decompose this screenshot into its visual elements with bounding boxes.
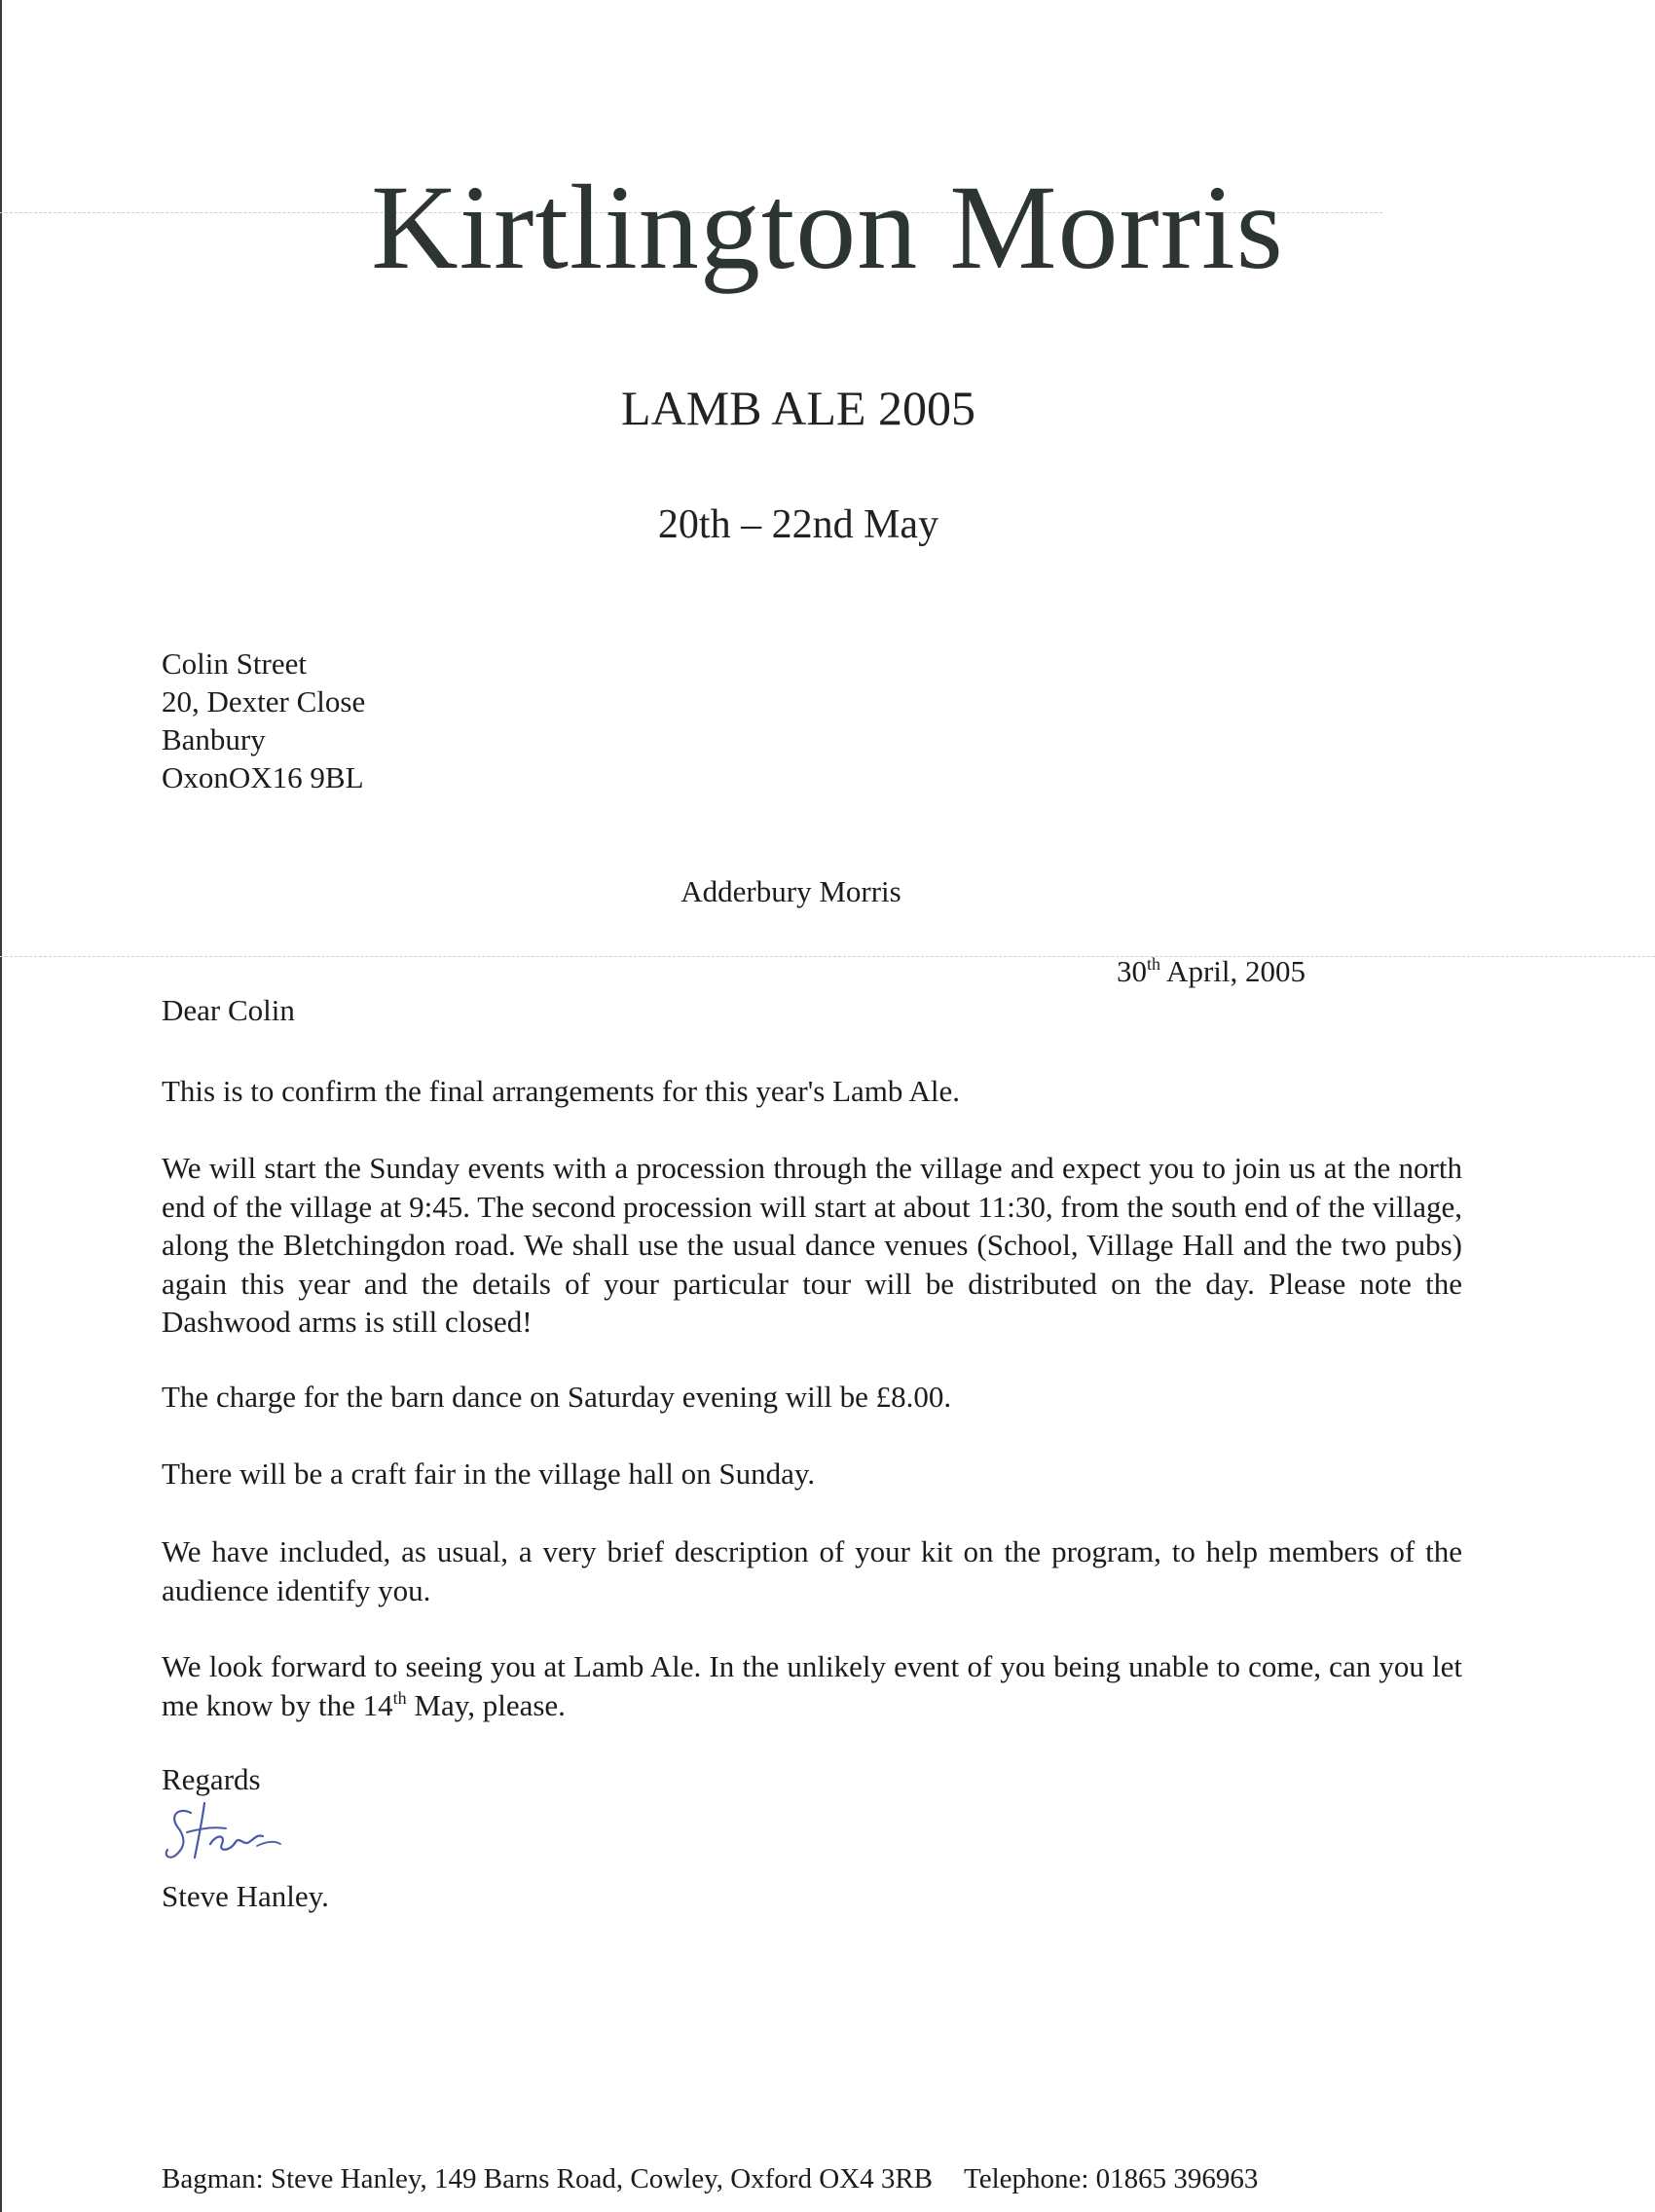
footer-telephone: Telephone: 01865 396963 bbox=[964, 2163, 1259, 2194]
page-edge bbox=[0, 0, 2, 2212]
p6-text-end: May, please. bbox=[406, 1687, 566, 1722]
closing-regards: Regards bbox=[162, 1762, 261, 1796]
recipient-address bbox=[162, 645, 365, 796]
salutation: Dear Colin bbox=[162, 993, 295, 1027]
p6-text: We look forward to seeing you at Lamb Ale. In the unlikely event of you being unable to come, can you let me know by the 14 bbox=[162, 1649, 1462, 1722]
address-line: 20, Dexter Close bbox=[162, 684, 366, 719]
event-title: LAMB ALE 2005 bbox=[621, 381, 975, 435]
signature bbox=[162, 1799, 298, 1867]
date-day: 30 bbox=[1117, 954, 1147, 988]
body-paragraph bbox=[162, 1647, 1462, 1724]
p6-suffix: th bbox=[392, 1687, 407, 1708]
address-line: Banbury bbox=[162, 722, 266, 756]
footer-contact bbox=[162, 2165, 1258, 2194]
recipient-name: Colin Street bbox=[162, 646, 307, 681]
letter-date bbox=[1117, 956, 1306, 986]
body-paragraph: The charge for the barn dance on Saturday evening will be £8.00. bbox=[162, 1380, 952, 1414]
body-paragraph: We will start the Sunday events with a procession through the village and expect you to join us at the north end of the village at 9:45. The second procession will start at about 11:30, from the south end of the village, along the Bletchingdon road. We shall use the usual dance venues (School, Village Hall and the two pubs) again this year and the details of your particular tour will be distributed on the day. Please note the Dashwood arms is still closed! bbox=[162, 1151, 1462, 1339]
footer-address: Bagman: Steve Hanley, 149 Barns Road, Cowley, Oxford OX4 3RB bbox=[162, 2163, 934, 2194]
address-line: OxonOX16 9BL bbox=[162, 760, 364, 794]
signer-name: Steve Hanley. bbox=[162, 1879, 329, 1913]
date-day-suffix: th bbox=[1147, 954, 1161, 974]
body-paragraph: This is to confirm the final arrangements for this year's Lamb Ale. bbox=[162, 1074, 960, 1108]
date-rest: April, 2005 bbox=[1160, 954, 1306, 988]
letterhead-title: Kirtlington Morris bbox=[371, 161, 1284, 294]
body-paragraph: There will be a craft fair in the village hall on Sunday. bbox=[162, 1456, 816, 1491]
fold-line bbox=[0, 956, 1655, 957]
event-dates: 20th – 22nd May bbox=[657, 502, 939, 547]
body-paragraph: We have included, as usual, a very brief description of your kit on the program, to help members of the audience identify you. bbox=[162, 1534, 1462, 1607]
recipient-team: Adderbury Morris bbox=[680, 874, 901, 908]
